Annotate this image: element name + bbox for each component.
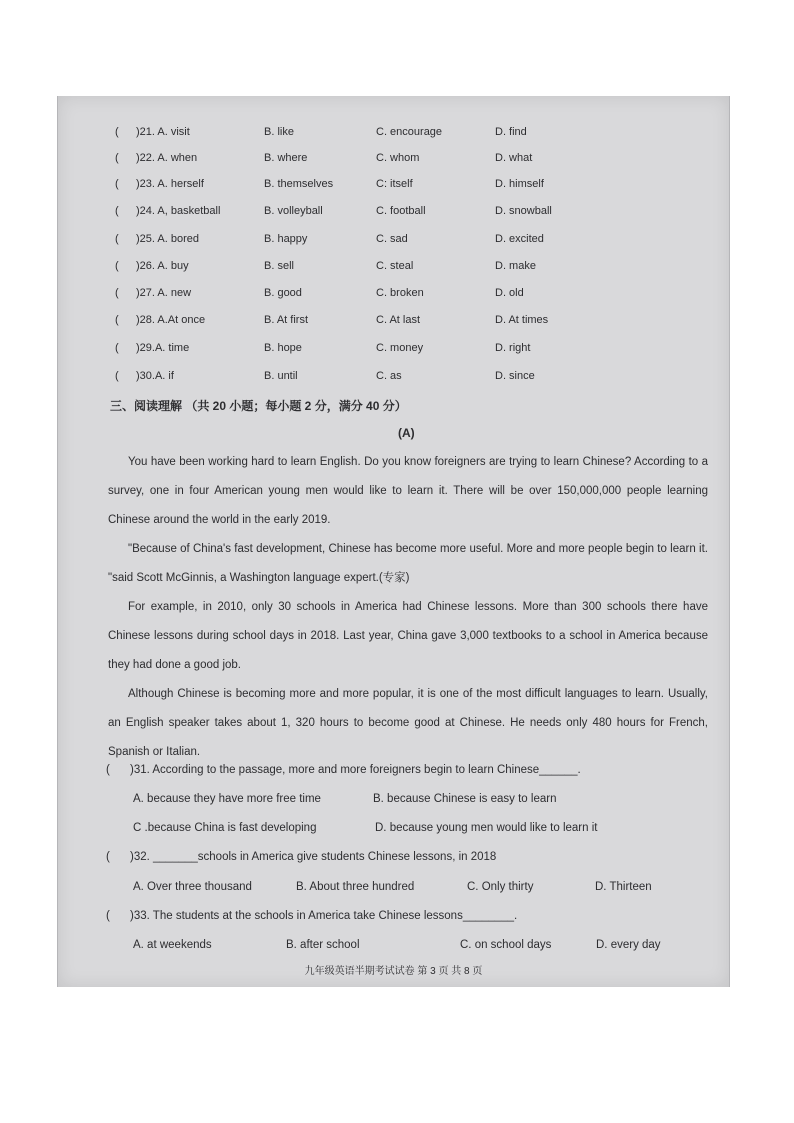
option-d: D. snowball xyxy=(495,205,552,217)
option-d: D. every day xyxy=(596,939,661,951)
option-c: C. whom xyxy=(376,152,420,164)
option-a: )29.A. time xyxy=(136,342,190,354)
option-b: B. happy xyxy=(264,233,308,245)
option-c: C. broken xyxy=(376,287,424,299)
option-d: D. make xyxy=(495,260,536,272)
passage-paragraph: For example, in 2010, only 30 schools in America had Chinese lessons. More than 300 schools there have Chinese lessons during school days in 2018. Last year, China gave 3,000 textbooks to a school in America because they had done a good job. xyxy=(108,601,708,671)
answer-paren: ( xyxy=(115,370,119,382)
option-b: B. sell xyxy=(264,260,294,272)
option-b: B. volleyball xyxy=(264,205,323,217)
option-c: C .because China is fast developing xyxy=(133,822,317,834)
answer-paren: ( xyxy=(115,342,119,354)
question-text: )32. _______schools in America give students Chinese lessons, in 2018 xyxy=(130,851,497,863)
option-row-26 xyxy=(58,260,729,280)
option-a: )28. A.At once xyxy=(136,314,206,326)
option-row-28 xyxy=(58,314,729,334)
option-b: B. until xyxy=(264,370,298,382)
answer-paren: ( xyxy=(115,260,119,272)
option-d: D. Thirteen xyxy=(595,881,652,893)
exam-page xyxy=(57,96,730,987)
option-a: )25. A. bored xyxy=(136,233,199,245)
option-c: C. encourage xyxy=(376,126,443,138)
option-b: B. hope xyxy=(264,342,302,354)
option-d: D. since xyxy=(495,370,535,382)
passage-paragraph: Although Chinese is becoming more and more popular, it is one of the most difficult languages to learn. Usually, an English speaker takes about 1, 320 hours to become good at Chinese. He needs only 480 hours for French, Spanish or Italian. xyxy=(108,688,708,758)
option-d: D. excited xyxy=(495,233,544,245)
option-a: A. because they have more free time xyxy=(133,793,321,805)
option-b: B. like xyxy=(264,126,294,138)
option-b: B. themselves xyxy=(264,178,334,190)
option-d: D. find xyxy=(495,126,527,138)
passage-paragraph: You have been working hard to learn English. Do you know foreigners are trying to learn Chinese? According to a survey, one in four American young men would like to learn it. There will be over 150,000,000 people learning Chinese around the world in the early 2019. xyxy=(108,456,708,526)
answer-paren: ( xyxy=(115,205,119,217)
option-a: )27. A. new xyxy=(136,287,192,299)
reading-passage xyxy=(108,448,708,767)
option-c: C. Only thirty xyxy=(467,881,534,893)
answer-paren: ( xyxy=(115,178,119,190)
page-footer: 九年级英语半期考试试卷 第 3 页 共 8 页 xyxy=(304,966,483,977)
option-a: )26. A. buy xyxy=(136,260,189,272)
option-c: C. steal xyxy=(376,260,414,272)
option-a: )24. A, basketball xyxy=(136,205,221,217)
answer-paren: ( xyxy=(115,287,119,299)
option-a: A. Over three thousand xyxy=(133,881,252,893)
option-a: )30.A. if xyxy=(136,370,174,382)
option-row-24 xyxy=(58,205,729,225)
option-b: B. where xyxy=(264,152,308,164)
option-c: C. At last xyxy=(376,314,421,326)
option-row-23 xyxy=(58,178,729,198)
option-c: C. on school days xyxy=(460,939,552,951)
option-d: D. what xyxy=(495,152,533,164)
option-c: C. as xyxy=(376,370,402,382)
answer-paren: ( xyxy=(115,152,119,164)
answer-paren: ( xyxy=(106,851,110,863)
option-b: B. because Chinese is easy to learn xyxy=(373,793,557,805)
answer-paren: ( xyxy=(115,126,119,138)
option-row-30 xyxy=(58,370,729,390)
option-b: B. good xyxy=(264,287,302,299)
option-row-25 xyxy=(58,233,729,253)
option-d: D. old xyxy=(495,287,524,299)
option-row-27 xyxy=(58,287,729,307)
option-a: )22. A. when xyxy=(136,152,198,164)
option-row-21 xyxy=(58,126,729,146)
section-title: 三、阅读理解 （共 20 小题；每小题 2 分，满分 40 分） xyxy=(110,399,407,413)
option-a: )23. A. herself xyxy=(136,178,204,190)
answer-paren: ( xyxy=(115,233,119,245)
passage-paragraph: "Because of China's fast development, Chinese has become more useful. More and more people begin to learn it. "said Scott McGinnis, a Washington language expert.(专家) xyxy=(108,543,708,584)
option-b: B. after school xyxy=(286,939,360,951)
passage-title: (A) xyxy=(398,426,415,440)
option-b: B. About three hundred xyxy=(296,881,415,893)
question-text: )31. According to the passage, more and more foreigners begin to learn Chinese______. xyxy=(130,764,581,776)
option-d: D. right xyxy=(495,342,531,354)
option-b: B. At first xyxy=(264,314,309,326)
option-c: C. sad xyxy=(376,233,408,245)
question-text: )33. The students at the schools in America take Chinese lessons________. xyxy=(130,910,518,922)
option-a: A. at weekends xyxy=(133,939,212,951)
option-row-22 xyxy=(58,152,729,172)
option-c: C. money xyxy=(376,342,424,354)
answer-paren: ( xyxy=(106,764,110,776)
answer-paren: ( xyxy=(115,314,119,326)
option-d: D. At times xyxy=(495,314,549,326)
option-c: C: itself xyxy=(376,178,413,190)
answer-paren: ( xyxy=(106,910,110,922)
option-c: C. football xyxy=(376,205,426,217)
option-row-29 xyxy=(58,342,729,362)
option-a: )21. A. visit xyxy=(136,126,190,138)
option-d: D. because young men would like to learn it xyxy=(375,822,598,834)
option-d: D. himself xyxy=(495,178,544,190)
